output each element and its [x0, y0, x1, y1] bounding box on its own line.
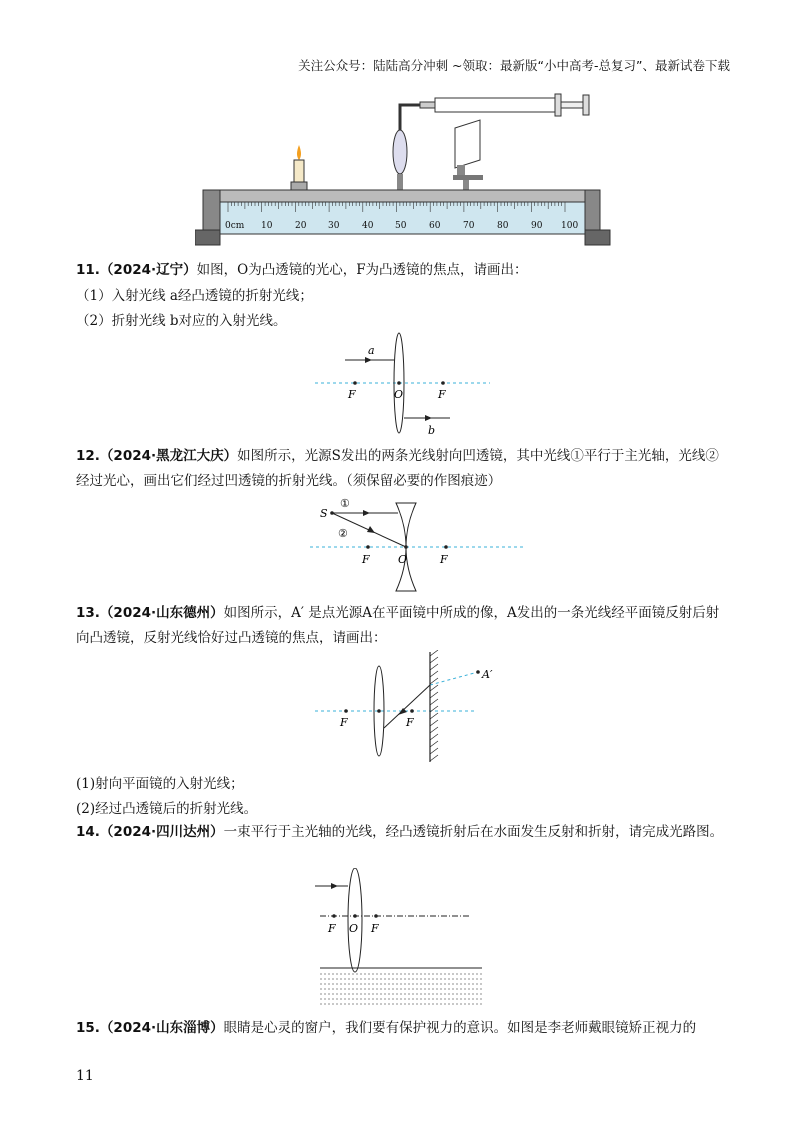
syringe: [400, 94, 589, 130]
page-header: 关注公众号：陆陆高分冲刺 ~领取：最新版“小中高考-总复习”、最新试卷下载: [298, 58, 730, 73]
rail-tick-label: 50: [395, 221, 407, 231]
question-11-stem: 11.（2024·辽宁）如图，O为凸透镜的光心，F为凸透镜的焦点，请画出：: [76, 262, 528, 278]
label-f-left: F: [362, 553, 370, 566]
question-15-number: 15.: [76, 1020, 100, 1036]
question-14-figure: [310, 868, 490, 1008]
label-o: O: [398, 553, 408, 566]
rail-tick-label: 10: [261, 221, 273, 231]
rail-tick-label: 90: [531, 221, 543, 231]
label-f-right: F: [438, 388, 446, 401]
question-11-part-1: （1）入射光线 a经凸透镜的折射光线；: [76, 288, 313, 304]
label-o: O: [349, 922, 359, 935]
optical-bench-figure: [195, 90, 615, 255]
label-f-right: F: [406, 716, 414, 729]
question-13-figure: [310, 650, 510, 765]
label-f-right: F: [371, 922, 379, 935]
question-11-source: （2024·辽宁）: [99, 262, 197, 278]
question-14-stem: 14.（2024·四川达州）一束平行于主光轴的光线，经凸透镜折射后在水面发生反射和折射，请完成光路图。: [76, 824, 724, 840]
rail-tick-label: 80: [497, 221, 509, 231]
label-a: a: [368, 344, 375, 357]
question-13-part-2: (2)经过凸透镜后的折射光线。: [76, 801, 258, 817]
label-f-left: F: [340, 716, 348, 729]
page-number: 11: [76, 1068, 94, 1084]
question-12-figure: [310, 493, 530, 593]
label-s: S: [320, 507, 328, 520]
question-13-part-1: (1)射向平面镜的入射光线；: [76, 776, 244, 792]
label-b: b: [428, 424, 436, 437]
lens-holder: [390, 130, 410, 198]
question-15-source: （2024·山东淄博）: [99, 1020, 224, 1036]
question-11-part-2: （2）折射光线 b对应的入射光线。: [76, 313, 287, 329]
question-13-stem: 13.（2024·山东德州）如图所示，A′ 是点光源A在平面镜中所成的像，A发出的一条光线经平面镜反射后射向凸透镜，反射光线恰好过凸透镜的焦点，请画出：: [76, 605, 720, 646]
rail-unit-label: 0cm: [225, 221, 245, 231]
question-12-number: 12.: [76, 448, 100, 464]
rail-tick-label: 60: [429, 221, 441, 231]
label-f-right: F: [440, 553, 448, 566]
rail-tick-label: 30: [328, 221, 340, 231]
question-11-figure: [310, 330, 500, 440]
screen-holder: [453, 120, 483, 198]
label-f-left: F: [328, 922, 336, 935]
label-o: O: [394, 388, 404, 401]
label-a-prime: A′: [482, 668, 493, 681]
convex-lens: [348, 868, 362, 972]
question-15-stem: 15.（2024·山东淄博）眼睛是心灵的窗户，我们要有保护视力的意识。如图是李老师戴眼镜矫正视力的: [76, 1020, 697, 1036]
label-ray-1: ①: [340, 497, 350, 510]
label-f-left: F: [348, 388, 356, 401]
rail-tick-label: 40: [362, 221, 374, 231]
question-12-source: （2024·黑龙江大庆）: [99, 448, 238, 464]
question-13-source: （2024·山东德州）: [99, 605, 224, 621]
question-14-number: 14.: [76, 824, 100, 840]
question-11-number: 11.: [76, 262, 100, 278]
rail: [195, 190, 610, 245]
question-13-number: 13.: [76, 605, 100, 621]
rail-tick-label: 20: [295, 221, 307, 231]
question-12-stem: 12.（2024·黑龙江大庆）如图所示，光源S发出的两条光线射向凹透镜，其中光线①平行于主光轴，光线②经过光心，画出它们经过凹透镜的折射光线。（须保留必要的作图痕迹）: [76, 448, 719, 489]
question-14-source: （2024·四川达州）: [99, 824, 224, 840]
label-ray-2: ②: [338, 527, 348, 540]
rail-tick-label: 100: [561, 221, 579, 231]
rail-tick-label: 70: [463, 221, 475, 231]
